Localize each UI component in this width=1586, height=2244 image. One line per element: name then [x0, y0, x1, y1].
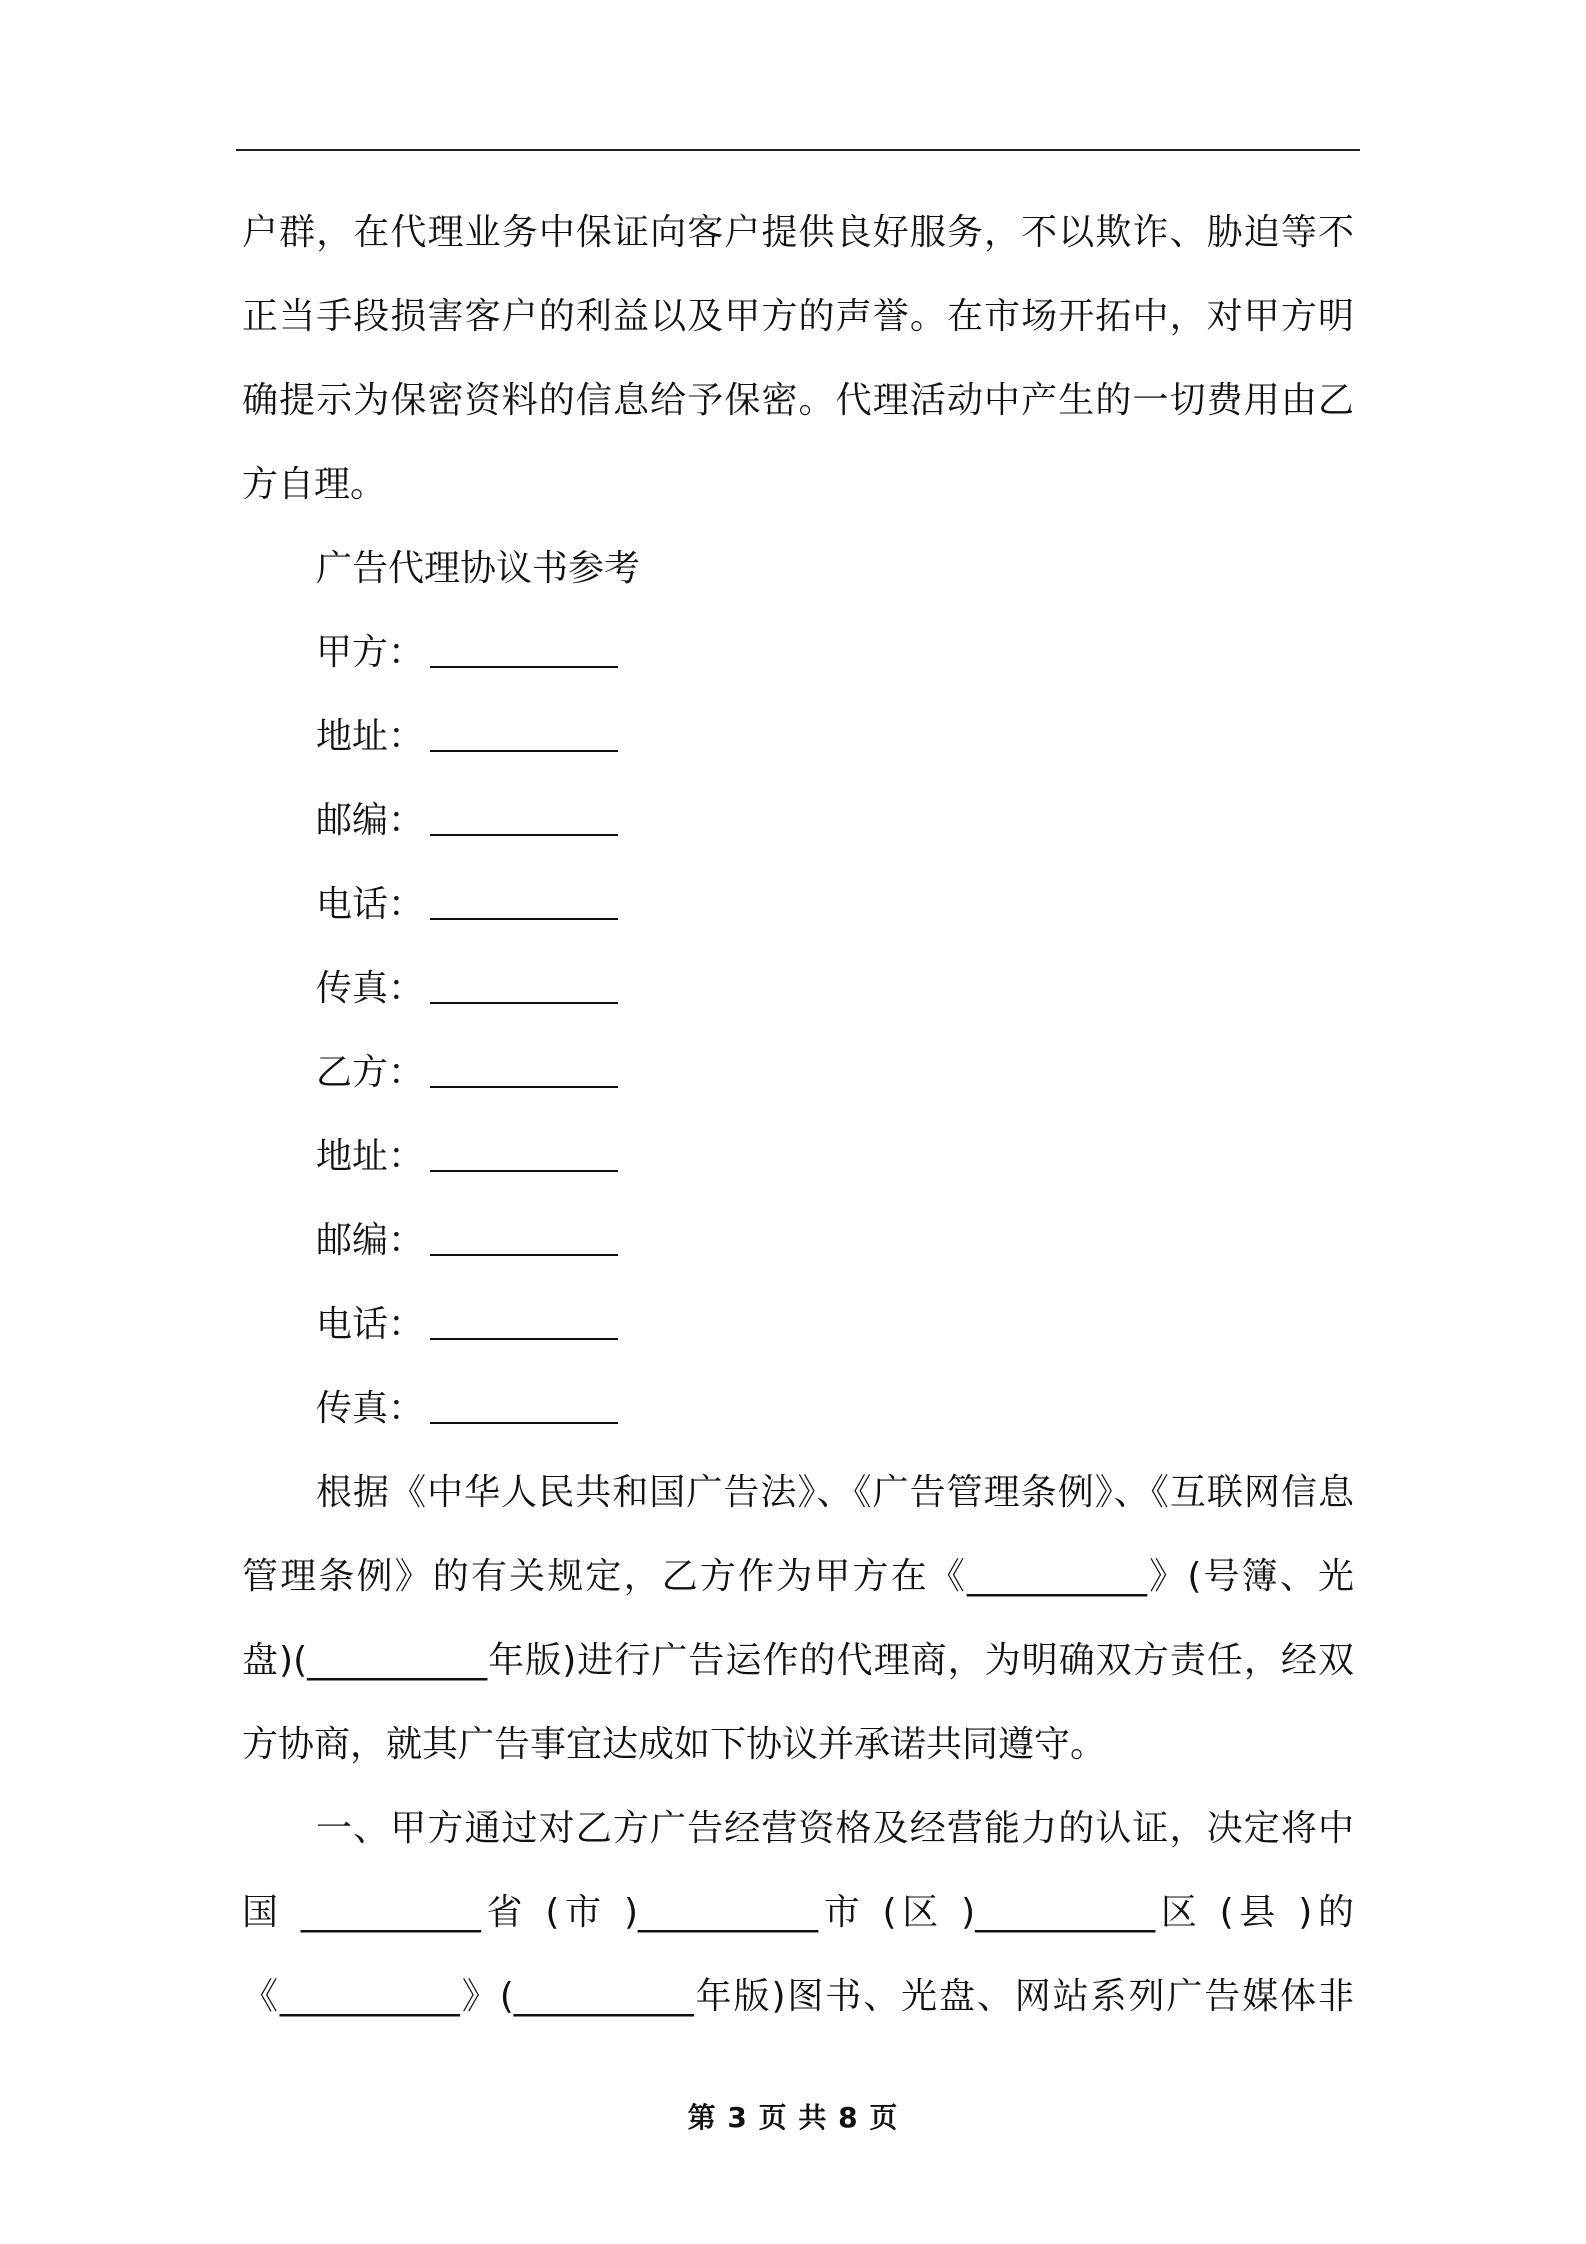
- blank-line: [430, 714, 618, 752]
- blank-line: [430, 1134, 618, 1172]
- blank-line: [430, 1302, 618, 1340]
- party-a-field: [242, 618, 1354, 702]
- party-a-postcode-field: [242, 786, 1354, 870]
- paragraph-line: 方协商，就其广告事宜达成如下协议并承诺共同遵守。: [242, 1724, 1107, 1765]
- field-label: 传真：: [316, 1388, 425, 1429]
- paragraph-line: 确提示为保密资料的信息给予保密。代理活动中产生的一切费用由乙: [242, 380, 1354, 421]
- blank-line: [430, 630, 618, 668]
- field-label: 乙方：: [316, 1052, 425, 1093]
- paragraph-line: 方自理。: [242, 464, 387, 505]
- blank-line: [430, 1218, 618, 1256]
- field-label: 地址：: [316, 1136, 425, 1177]
- party-a-fax-field: [242, 954, 1354, 1038]
- paragraph-line: 根据《中华人民共和国广告法》、《广告管理条例》、《互联网信息: [316, 1472, 1354, 1513]
- blank-line: [430, 1050, 618, 1088]
- blank-line: [430, 798, 618, 836]
- paragraph-line: 一、甲方通过对乙方广告经营资格及经营能力的认证，决定将中: [316, 1808, 1354, 1849]
- party-b-address-field: [242, 1122, 1354, 1206]
- paragraph-line: 管理条例》的有关规定，乙方作为甲方在《__________》(号簿、光: [242, 1556, 1354, 1597]
- paragraph-line: 正当手段损害客户的利益以及甲方的声誉。在市场开拓中，对甲方明: [242, 296, 1354, 337]
- field-label: 邮编：: [316, 1220, 425, 1261]
- paragraph-line: 盘)(__________年版)进行广告运作的代理商，为明确双方责任，经双: [242, 1640, 1354, 1681]
- header-rule: [236, 149, 1360, 151]
- field-label: 邮编：: [316, 800, 425, 841]
- agreement-title: 广告代理协议书参考: [316, 548, 641, 589]
- field-label: 传真：: [316, 968, 425, 1009]
- party-a-phone-field: [242, 870, 1354, 954]
- blank-line: [430, 882, 618, 920]
- party-b-fax-field: [242, 1374, 1354, 1458]
- paragraph-line: 《__________》(__________年版)图书、光盘、网站系列广告媒体非: [242, 1976, 1354, 2017]
- party-b-field: [242, 1038, 1354, 1122]
- page-number: 第 3 页 共 8 页: [687, 2101, 899, 2134]
- party-b-phone-field: [242, 1290, 1354, 1374]
- field-label: 电话：: [316, 1304, 425, 1345]
- field-label: 电话：: [316, 884, 425, 925]
- document-body: [242, 198, 1354, 2046]
- field-label: 甲方：: [316, 632, 425, 673]
- blank-line: [430, 966, 618, 1004]
- field-label: 地址：: [316, 716, 425, 757]
- paragraph-line: 国 __________省 (市 )__________市 (区 )__________区 (县 )的: [242, 1892, 1354, 1933]
- party-a-address-field: [242, 702, 1354, 786]
- party-b-postcode-field: [242, 1206, 1354, 1290]
- blank-line: [430, 1386, 618, 1424]
- paragraph-line: 户群，在代理业务中保证向客户提供良好服务，不以欺诈、胁迫等不: [242, 212, 1354, 253]
